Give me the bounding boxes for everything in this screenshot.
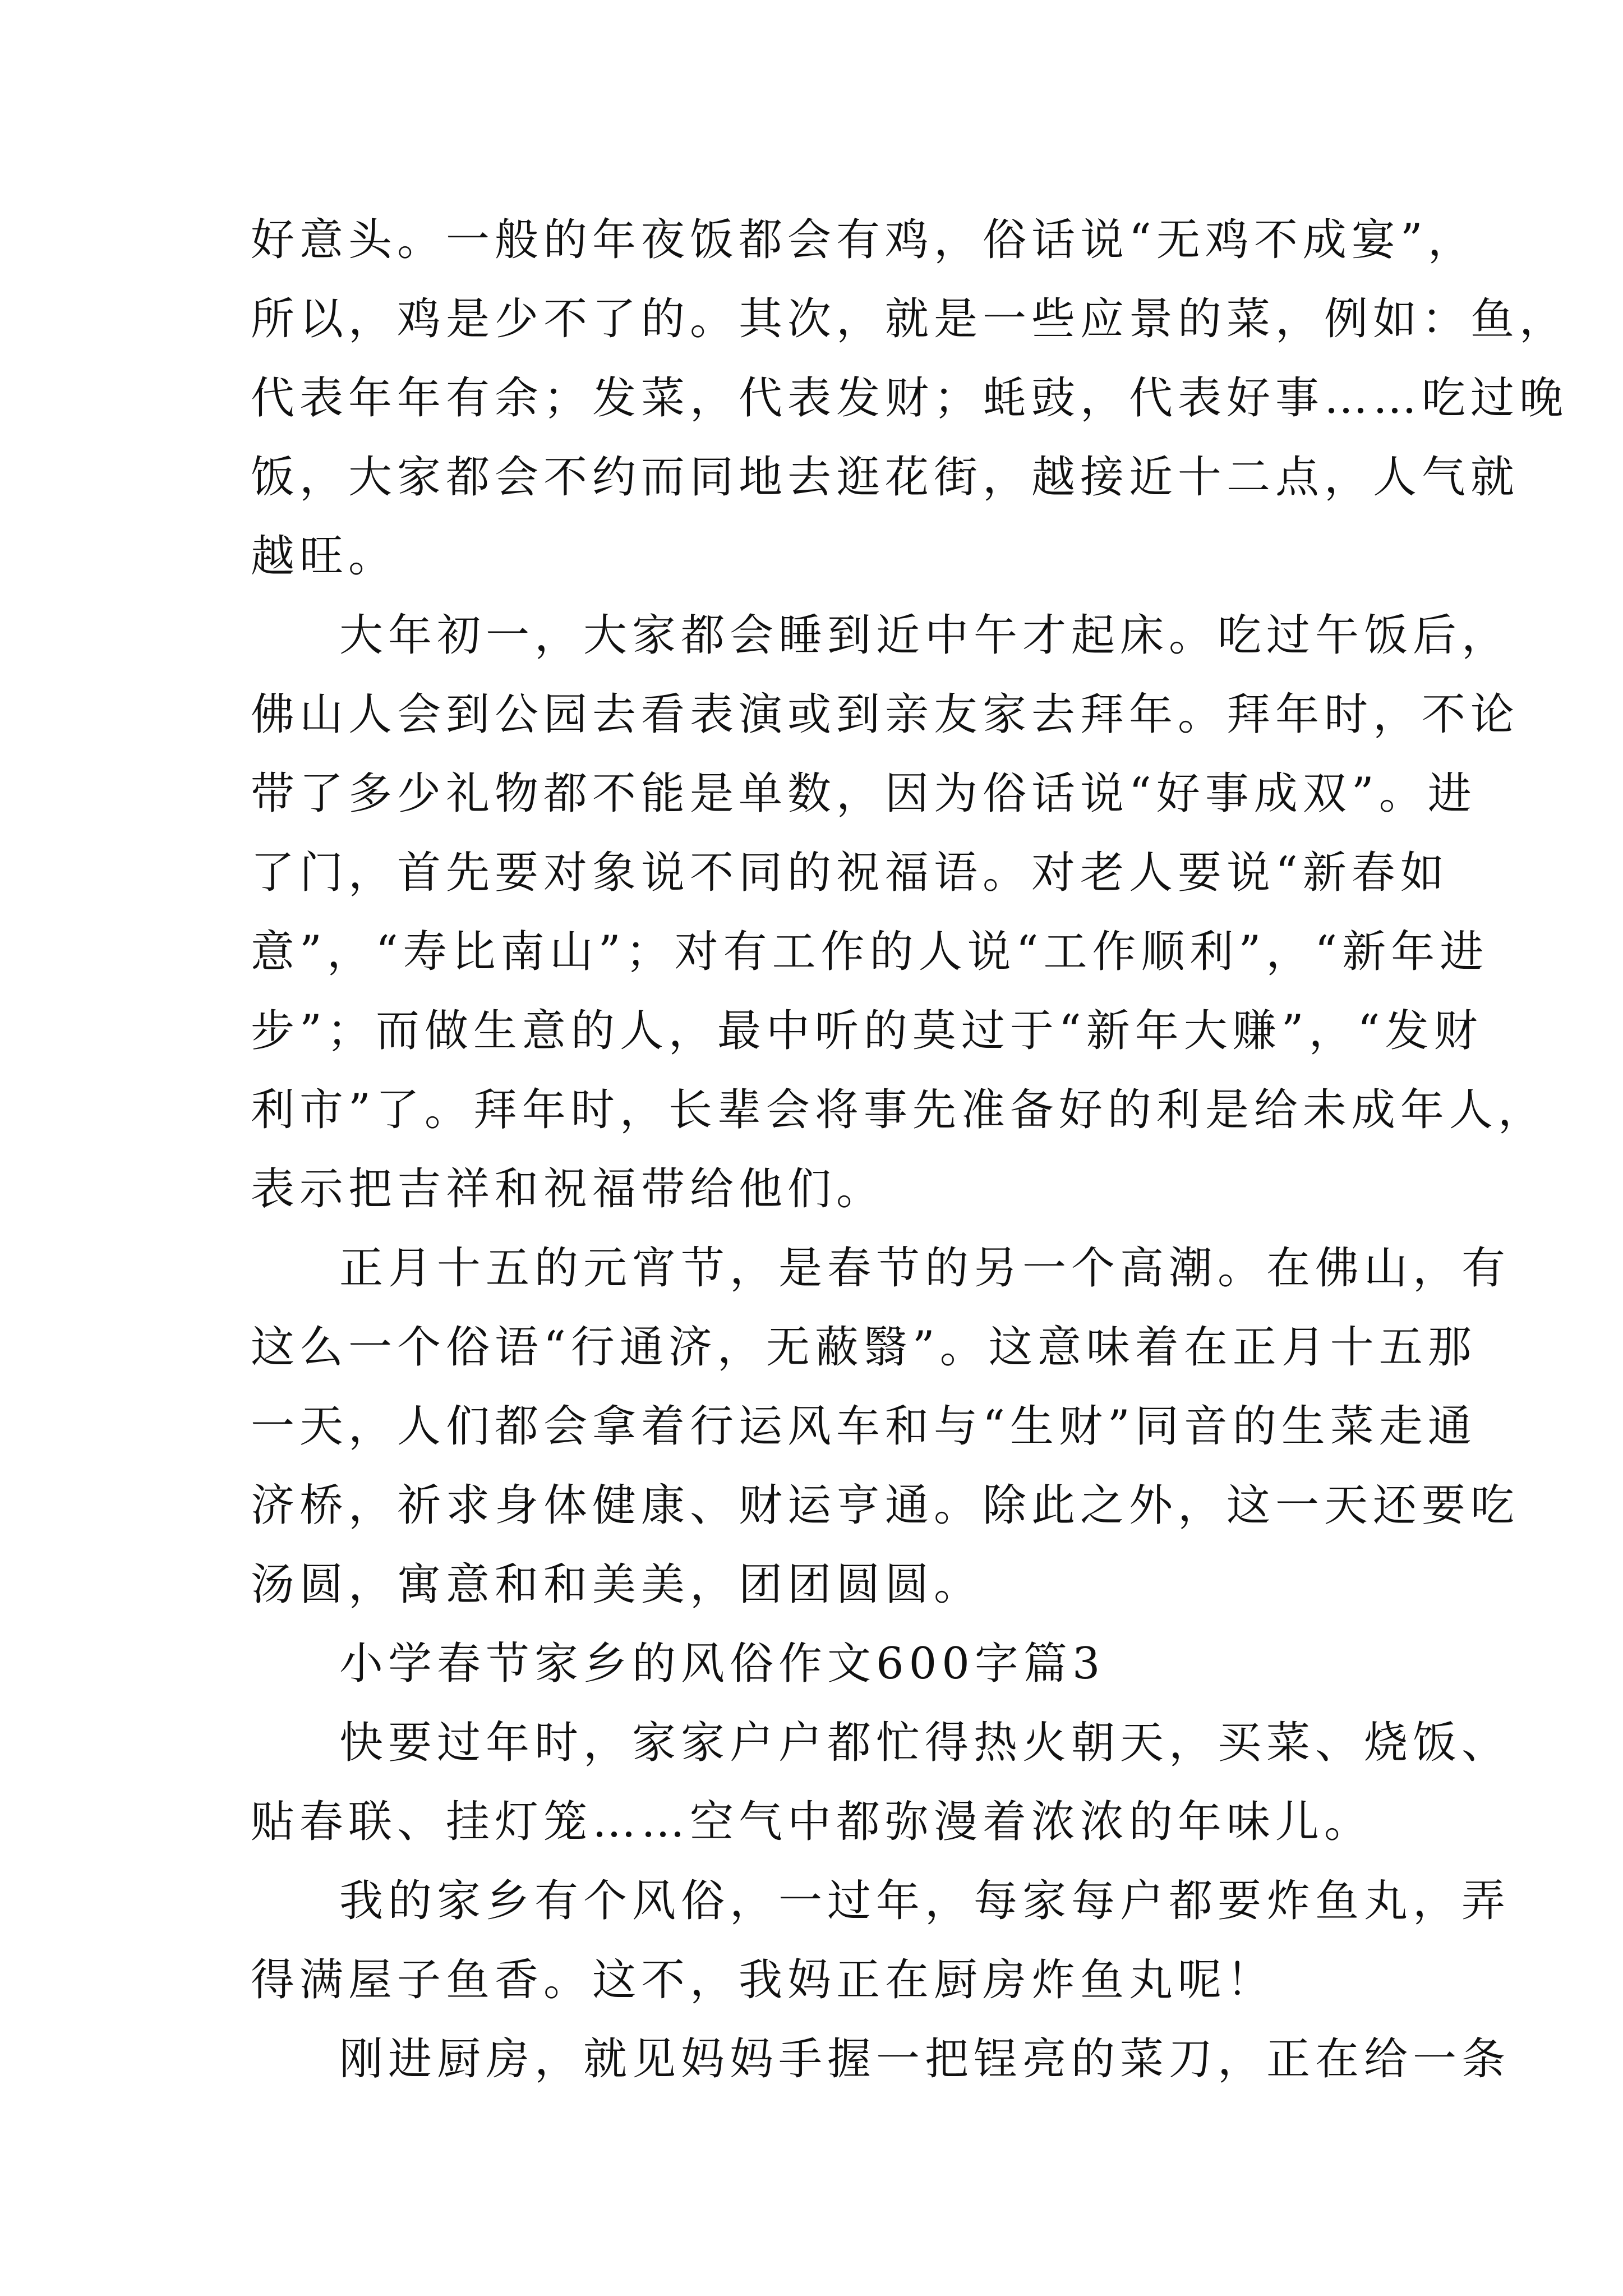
text-line: 代表年年有余；发菜，代表发财；蚝豉，代表好事……吃过晚: [251, 373, 1569, 424]
text-line: 带了多少礼物都不能是单数，因为俗话说“好事成双”。进: [251, 769, 1477, 819]
section-heading: 小学春节家乡的风俗作文600字篇3: [339, 1639, 1105, 1689]
text-line: 好意头。一般的年夜饭都会有鸡，俗话说“无鸡不成宴”，: [251, 215, 1477, 265]
text-line: 得满屋子鱼香。这不，我妈正在厨房炸鱼丸呢！: [251, 1955, 1276, 2005]
text-line: 一天，人们都会拿着行运风车和与“生财”同音的生菜走通: [251, 1401, 1477, 1452]
text-line: 济桥，祈求身体健康、财运亨通。除此之外，这一天还要吃: [251, 1480, 1520, 1531]
text-line: 意”，“寿比南山”；对有工作的人说“工作顺利”，“新年进: [251, 927, 1489, 977]
paragraph-start-line: 大年初一，大家都会睡到近中午才起床。吃过午饭后，: [339, 610, 1511, 661]
text-line: 越旺。: [251, 531, 398, 582]
text-line: 了门，首先要对象说不同的祝福语。对老人要说“新春如: [251, 848, 1449, 898]
paragraph-start-line: 我的家乡有个风俗，一过年，每家每户都要炸鱼丸，弄: [339, 1876, 1511, 1926]
text-line: 汤圆，寓意和和美美，团团圆圆。: [251, 1559, 983, 1610]
text-line: 步”；而做生意的人，最中听的莫过于“新年大赚”，“发财: [251, 1006, 1483, 1056]
document-body: [251, 201, 1569, 2099]
text-line: 贴春联、挂灯笼……空气中都弥漫着浓浓的年味儿。: [251, 1797, 1373, 1847]
text-line: 饭，大家都会不约而同地去逛花街，越接近十二点，人气就: [251, 452, 1520, 503]
text-line: 这么一个俗语“行通济，无蔽翳”。这意味着在正月十五那: [251, 1322, 1477, 1373]
text-line: 利市”了。拜年时，长辈会将事先准备好的利是给未成年人，: [251, 1085, 1547, 1135]
paragraph-start-line: 刚进厨房，就见妈妈手握一把锃亮的菜刀，正在给一条: [339, 2034, 1511, 2085]
text-line: 表示把吉祥和祝福带给他们。: [251, 1164, 886, 1214]
text-line: 所以，鸡是少不了的。其次，就是一些应景的菜，例如：鱼，: [251, 294, 1569, 344]
paragraph-start-line: 正月十五的元宵节，是春节的另一个高潮。在佛山，有: [339, 1243, 1511, 1294]
text-line: 佛山人会到公园去看表演或到亲友家去拜年。拜年时，不论: [251, 689, 1520, 740]
paragraph-start-line: 快要过年时，家家户户都忙得热火朝天，买菜、烧饭、: [339, 1718, 1511, 1768]
